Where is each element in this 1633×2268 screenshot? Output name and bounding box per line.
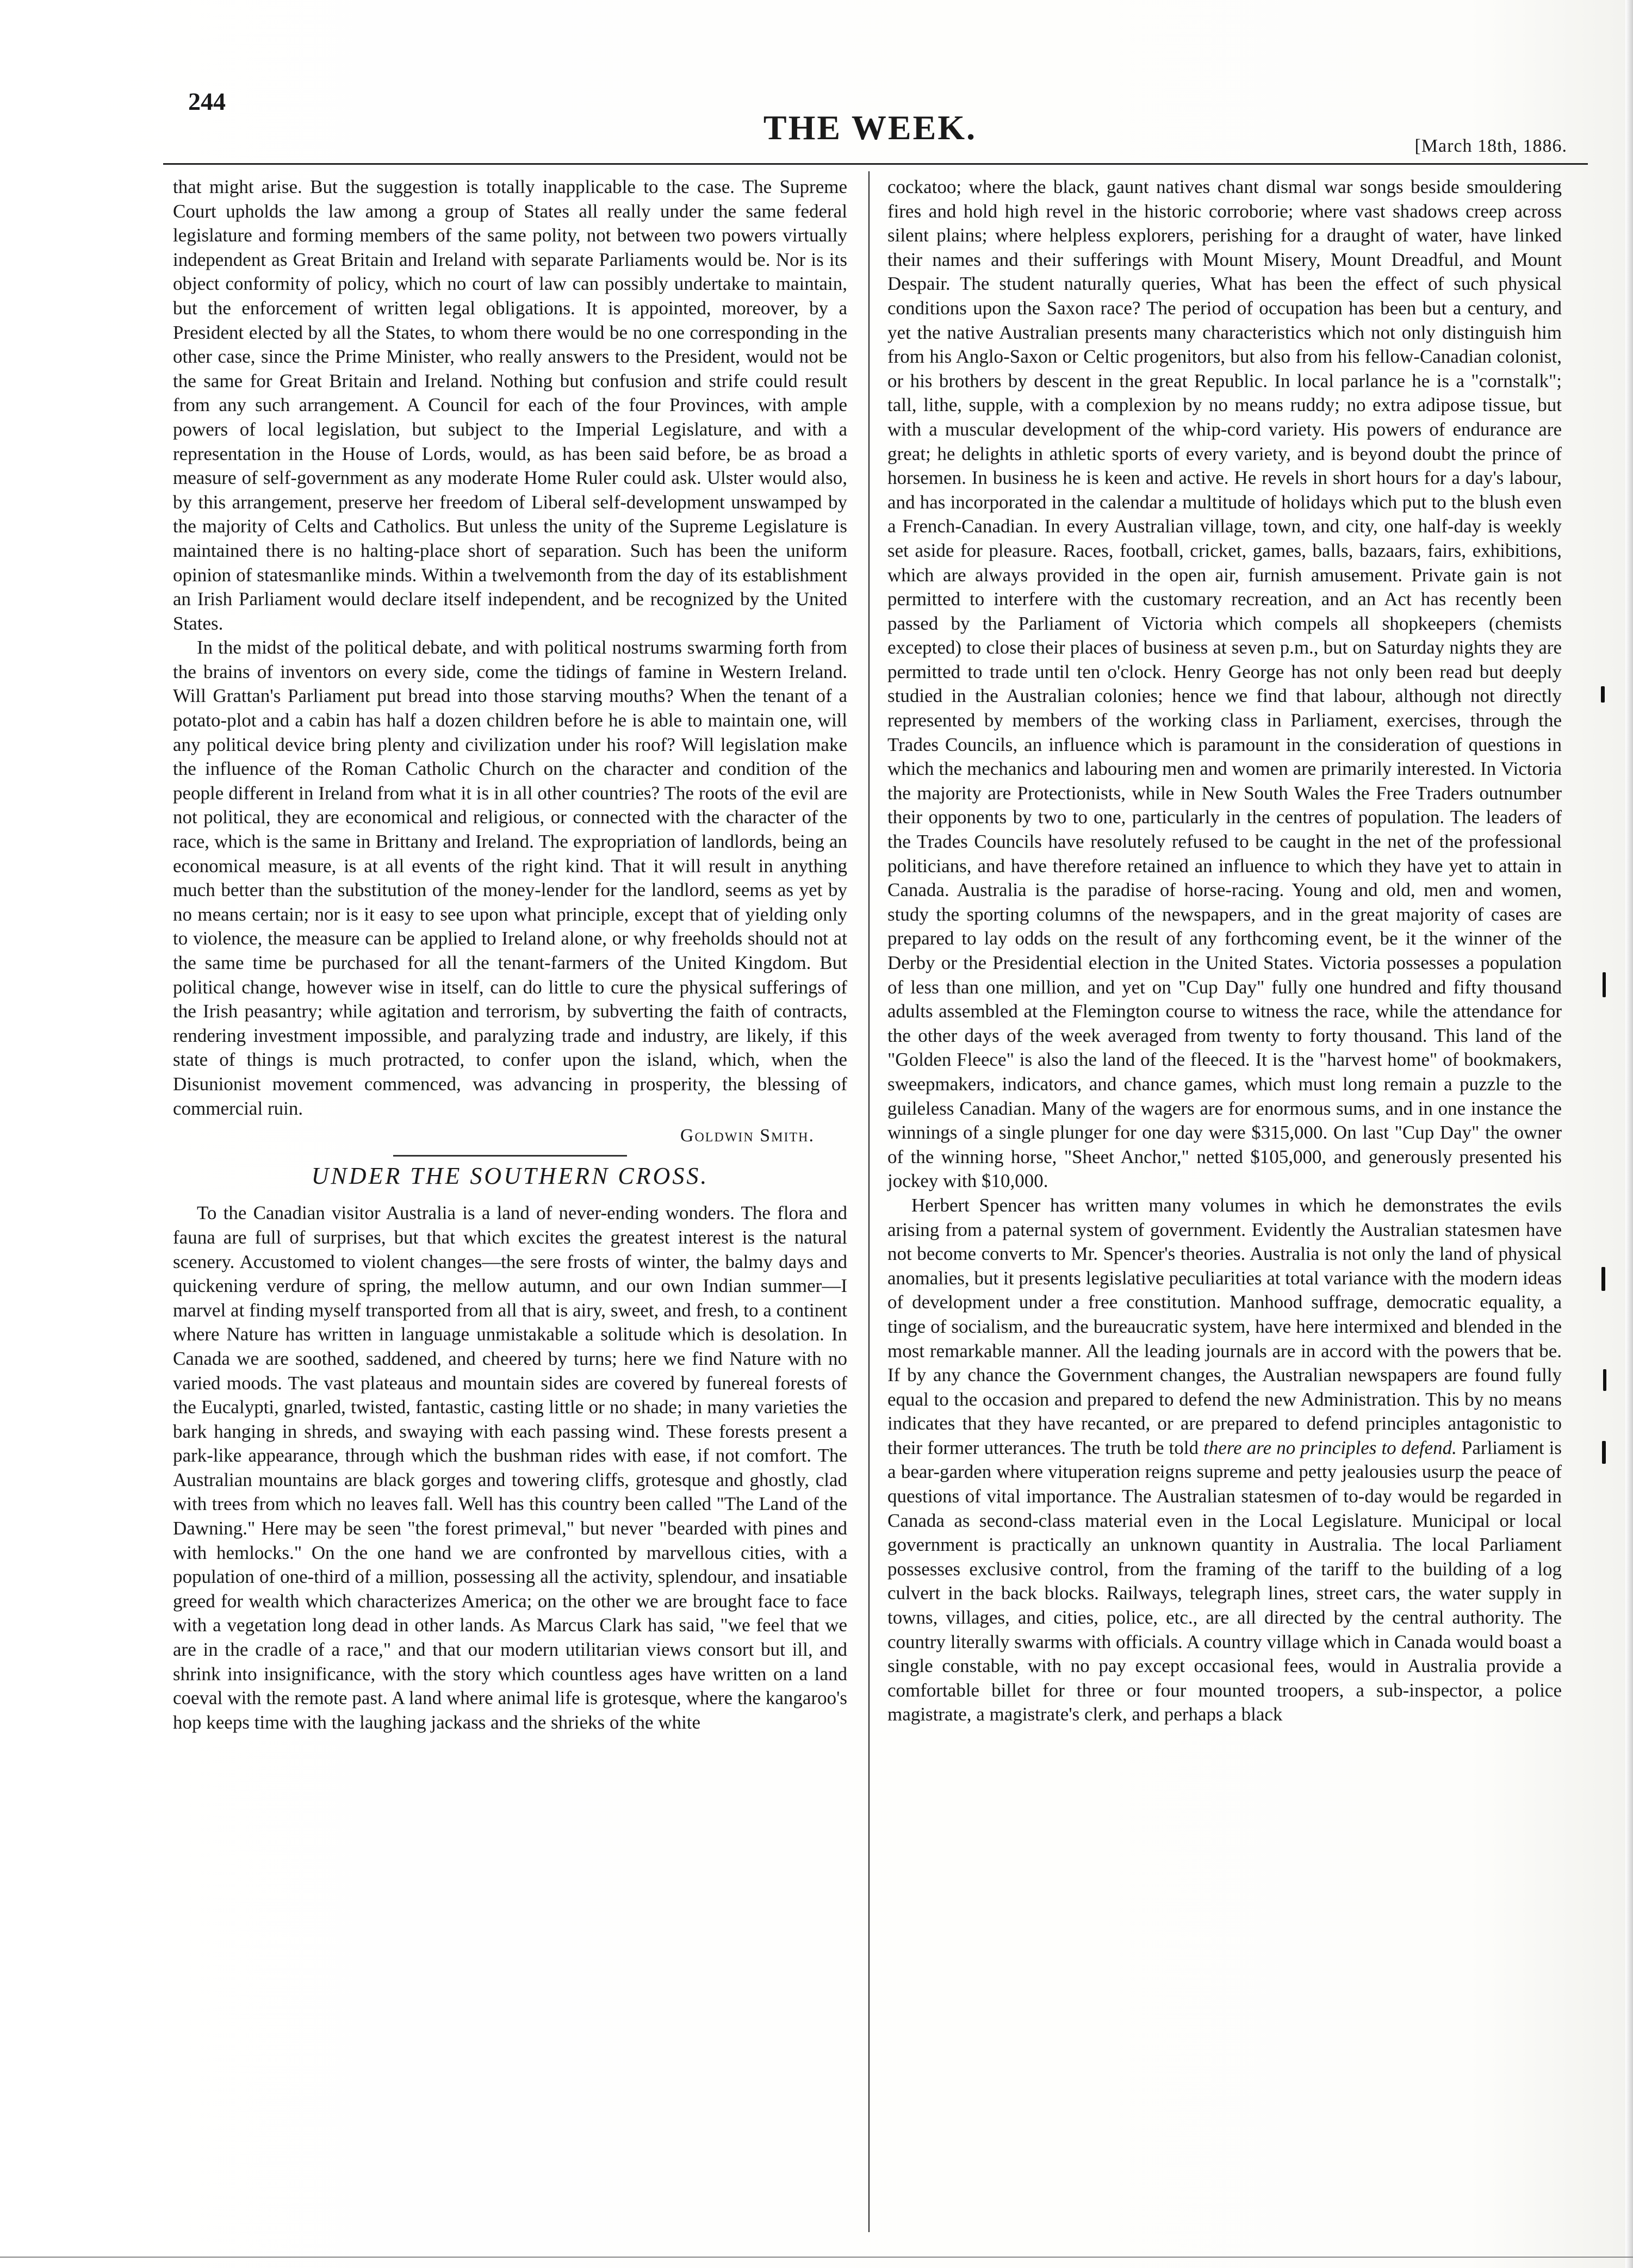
body-paragraph: In the midst of the political debate, and with political nostrums swarming forth from the brains of inventors on every side, come the tidings of famine in Western Ireland. Will Grattan's Parliament put bread into those starving mouths? When the tenant of a potato-plot and a cabin has half a dozen children before he is able to maintain one, will any political device bring plenty and civilization under his roof? Will legislation make the influence of the Roman Catholic Church on the character and condition of the people different in Ireland from what it is in all other countries? The roots of the evil are not political, they are economical and religious, or connected with the character of the race, which is the same in Brittany and Ireland. The expropriation of landlords, being an economical measure, is at all events of the right kind. That it will result in anything much better than the substitution of the money-lender for the landlord, seems as yet by no means certain; nor is it easy to see upon what principle, except that of yielding only to violence, the measure can be applied to Ireland alone, or why freeholds should not at the same time be purchased for all the tenant-farmers of the United Kingdom. But political change, however wise in itself, can do little to cure the physical sufferings of the Irish peasantry; while agitation and terrorism, by subverting the faith of contracts, rendering investment impossible, and paralyzing trade and industry, are likely, if this state of things is much protracted, to confer upon the island, which, when the Disunionist movement commenced, was advancing in prosperity, the blessing of commercial ruin. [173, 637, 847, 1119]
left-column [173, 175, 847, 1735]
issue-date: [March 18th, 1886. [1414, 136, 1567, 156]
body-paragraph: that might arise. But the suggestion is totally inapplicable to the case. The Supreme Court upholds the law among a group of States all really under the same federal legislature and forming members of the same polity, not between two powers virtually independent as Great Britain and Ireland with separate Parliaments would be. Nor is its object conformity of policy, which no court of law can possibly undertake to maintain, but the enforcement of written legal obligations. It is appointed, moreover, by a President elected by all the States, to whom there would be no one corresponding in the other case, since the Prime Minister, who really answers to the President, would not be the same for Great Britain and Ireland. Nothing but confusion and strife could result from any such arrangement. A Council for each of the four Provinces, with ample powers of local legislation, but subject to the Imperial Legislature, and with a representation in the House of Lords, would, as has been said before, be as broad a measure of self-government as any moderate Home Ruler could ask. Ulster would also, by this arrangement, preserve her freedom of Liberal self-development unswamped by the majority of Celts and Catholics. But unless the unity of the Supreme Legislature is maintained there is no halting-place short of separation. Such has been the uniform opinion of statesmanlike minds. Within a twelvemonth from the day of its establishment an Irish Parliament would declare itself independent, and be recognized by the United States. [173, 176, 847, 634]
paragraph-text: Parliament is a bear-garden where vituperation reigns supreme and petty jealousies usurp the peace of questions of vital importance. The Australian statesmen of to-day would be regarded in Canada as second-class material even in the Local Legislature. Municipal or local government is practically an unknown quantity in Australia. The local Parliament possesses exclusive control, from the framing of the tariff to the building of a log culvert in the back blocks. Railways, telegraph lines, street cars, the water supply in towns, villages, and cities, police, etc., are all directed by the central authority. The country literally swarms with officials. A country village which in Canada would boast a single constable, with no pay except occasional fees, would in Australia provide a comfortable billet for three or four mounted troopers, a sub-inspector, a police magistrate, a magistrate's clerk, and perhaps a black [887, 1437, 1562, 1725]
italic-phrase: there are no principles to defend. [1203, 1437, 1457, 1458]
author-signature: Goldwin Smith. [680, 1126, 815, 1146]
article-title: UNDER THE SOUTHERN CROSS. [311, 1162, 709, 1189]
body-paragraph: To the Canadian visitor Australia is a land of never-ending wonders. The flora and fauna are full of surprises, but that which excites the greatest interest is the natural scenery. Accustomed to violent changes—the sere frosts of winter, the balmy days and quickening verdure of spring, the mellow autumn, and our own Indian summer—I marvel at finding myself transported from all that is airy, sweet, and fresh, to a continent where Nature has written in language unmistakable a solitude which is desolation. In Canada we are soothed, saddened, and cheered by turns; here we find Nature with no varied moods. The vast plateaus and mountain sides are covered by funereal forests of the Eucalypti, gnarled, twisted, fantastic, casting little or no shade; in many varieties the bark hanging in shreds, and swaying with each passing wind. These forests present a park-like appearance, through which the bushman rides with ease, if not comfort. The Australian mountains are black gorges and towering cliffs, grotesque and ghostly, clad with trees from which no leaves fall. Well has this country been called "The Land of the Dawning." Here may be seen "the forest primeval," but never "bearded with pines and with hemlocks." On the one hand we are confronted by marvellous cities, with a population of one-third of a million, possessing all the activity, splendour, and insatiable greed for wealth which characterizes America; on the other we are brought face to face with a vegetation long dead in other lands. As Marcus Clark has said, "we feel that we are in the cradle of a race," and that our modern utilitarian views consort but ill, and shrink into insignificance, with the story which countless ages have written on a land coeval with the remote past. A land where animal life is grotesque, where the kangaroo's hop keeps time with the laughing jackass and the shrieks of the white [173, 1202, 847, 1733]
body-paragraph: cockatoo; where the black, gaunt natives chant dismal war songs beside smouldering fires and hold high revel in the historic corroborie; where vast shadows creep across silent plains; where helpless explorers, perishing for a draught of water, have linked their names and their sufferings with Mount Misery, Mount Dreadful, and Mount Despair. The student naturally queries, What has been the effect of such physical conditions upon the Saxon race? The period of occupation has been but a century, and yet the native Australian presents many characteristics which not only distinguish him from his Anglo-Saxon or Celtic progenitors, but also from his fellow-Canadian colonist, or his brothers by descent in the great Republic. In local parlance he is a "cornstalk"; tall, lithe, supple, with a complexion by no means ruddy; no extra adipose tissue, but with a muscular development of the whip-cord variety. His powers of endurance are great; he delights in athletic sports of every variety, and is beyond doubt the prince of horsemen. In business he is keen and active. He revels in short hours for a day's labour, and has incorporated in the calendar a multitude of holidays which put to the blush even a French-Canadian. In every Australian village, town, and city, one half-day is weekly set aside for pleasure. Races, football, cricket, games, balls, bazaars, fairs, exhibitions, which are always provided in the open air, furnish amusement. Private gain is not permitted to interfere with the customary recreation, and an Act has recently been passed by the Parliament of Victoria which compels all shopkeepers (chemists excepted) to close their places of business at seven p.m., but on Saturday nights they are permitted to trade until ten o'clock. Henry George has not only been read but deeply studied in the Australian colonies; hence we find that labour, although not directly represented by members of the working class in Parliament, exercises, through the Trades Councils, an influence which is paramount in the consideration of questions in which the mechanics and labouring men and women are primarily interested. In Victoria the majority are Protectionists, while in New South Wales the Free Traders outnumber their opponents by two to one, particularly in the centres of population. The leaders of the Trades Councils have resolutely refused to be caught in the net of the professional politicians, and have therefore retained an influence to which they have yet to attain in Canada. Australia is the paradise of horse-racing. Young and old, men and women, study the sporting columns of the newspapers, and in the great majority of cases are prepared to lay odds on the result of any forthcoming event, be it the winner of the Derby or the Presidential election in the United States. Victoria possesses a population of less than one million, and yet on "Cup Day" fully one hundred and fifty thousand adults assembled at the Flemington course to witness the race, while the attendance for the other days of the week averaged from twenty to forty thousand. This land of the "Golden Fleece" is also the land of the fleeced. It is the "harvest home" of bookmakers, sweepmakers, indicators, and chance games, which must long remain a puzzle to the guileless Canadian. Many of the wagers are for enormous sums, and in one instance the winnings of a single plunger for one day were $315,000. On last "Cup Day" the owner of the winning horse, "Sheet Anchor," netted $105,000, and generously presented his jockey with $10,000. [887, 176, 1562, 1192]
paragraph-text: Herbert Spencer has written many volumes in which he demonstrates the evils arising from a paternal system of government. Evidently the Australian statesmen have not become converts to Mr. Spencer's theories. Australia is not only the land of physical anomalies, but it presents legislative peculiarities at total variance with the modern ideas of development under a free constitution. Manhood suffrage, democratic equality, a tinge of socialism, and the bureaucratic system, have here intermixed and blended in the most remarkable manner. All the leading journals are in accord with the powers that be. If by any chance the Government changes, the Australian newspapers are found fully equal to the occasion and prepared to defend the new Administration. This by no means indicates that they have recanted, or are prepared to defend principles antagonistic to their former utterances. The truth be told [887, 1194, 1562, 1458]
header-rule [163, 163, 1588, 165]
page-header [163, 65, 1577, 156]
page-number: 244 [188, 88, 226, 115]
page-edge-shadow [1625, 0, 1633, 2268]
body-paragraph [887, 1194, 1562, 1727]
column-divider [868, 171, 870, 2232]
masthead-title: THE WEEK. [763, 108, 977, 147]
bottom-edge [0, 2257, 1633, 2258]
right-column [887, 175, 1562, 1727]
section-divider [393, 1155, 627, 1157]
